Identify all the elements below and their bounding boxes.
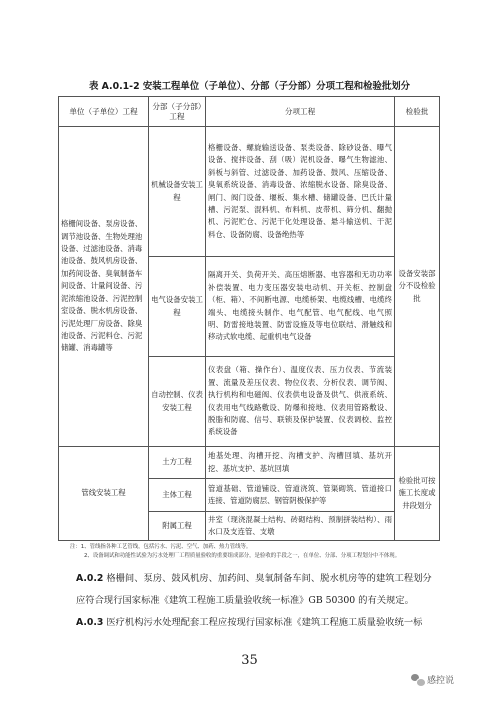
paragraph-text: 应符合现行国家标准《建筑工程施工质量验收统一标准》GB 50300 的有关规定。 <box>76 595 414 606</box>
division-cell: 主体工程 <box>149 479 206 512</box>
paragraph-a02-line1 <box>76 570 476 587</box>
batch-equipment-cell: 设备安装部分不设检验批 <box>395 127 440 447</box>
batch-pipeline-cell: 检验批可按施工长度或井段划分 <box>395 447 440 541</box>
header-division: 分部（子分部）工程 <box>149 97 206 127</box>
unit-pipeline-cell: 管线安装工程 <box>59 447 149 541</box>
items-cell: 井室（现浇混凝土结构、砖砌结构、预制拼装结构）、雨水口及支连管、支墩 <box>206 512 395 541</box>
table-note-1: 注：1、管线指各种工艺管线，包括污水、污泥、空气、加药、热力管线等。 <box>70 544 252 550</box>
header-items: 分项工程 <box>206 97 395 127</box>
items-cell: 隔离开关、负荷开关、高压熔断器、电容器和无功功率补偿装置、电力变压器安装电动机、开关柜、控制盘（柜、箱）、不间断电源、电缆桥架、电缆线槽、电缆终端头、电缆接头制作、电气配管、电气配线、电气照明、防雷接地装置、防雷设施及等电位联结、滑触线和移动式软电缆、起重机电气设备 <box>206 257 395 357</box>
division-cell: 电气设备安装工程 <box>149 257 206 357</box>
watermark <box>411 673 454 686</box>
items-cell: 地基处理、沟槽开挖、沟槽支护、沟槽回填、基坑开挖、基坑支护、基坑回填 <box>206 447 395 479</box>
division-table <box>58 96 440 541</box>
paragraph-text: 医疗机构污水处理配套工程应按现行国家标准《建筑工程施工质量验收统一标 <box>103 617 423 628</box>
table-row <box>59 127 440 257</box>
page-number: 35 <box>241 653 258 668</box>
division-cell: 土方工程 <box>149 447 206 479</box>
wechat-icon <box>411 674 424 685</box>
table-header-row <box>59 97 440 127</box>
table-title: 表 A.0.1-2 安装工程单位（子单位）、分部（子分部）分项工程和检验批划分 <box>88 81 411 92</box>
division-cell: 自动控制、仪表安装工程 <box>149 357 206 447</box>
division-cell: 机械设备安装工程 <box>149 127 206 257</box>
unit-equipment-cell: 格栅间设备、泵房设备、调节池设备、生物处理池设备、过滤池设备、消毒池设备、鼓风机房设备、加药间设备、臭氧制备车间设备、计量间设备、污泥浓缩池设备、污泥控制室设备、脱水机房设备、污泥处理厂房设备、除臭池设备、污泥料仓、污泥储罐、消毒罐等 <box>59 127 149 447</box>
clause-number: A.0.3 <box>76 617 104 628</box>
table-row <box>59 447 440 479</box>
paragraph-a02-line2 <box>76 592 476 609</box>
paragraph-a03-line1 <box>76 614 476 631</box>
header-unit: 单位（子单位）工程 <box>59 97 149 127</box>
watermark-text: 感控说 <box>427 676 455 686</box>
clause-number: A.0.2 <box>76 573 104 584</box>
items-cell: 管道基础、管道铺设、管道浇筑、管渠砌筑、管道接口连接、管道防腐层、钢管阴极保护等 <box>206 479 395 512</box>
table-note-2: 2、设备调试和功能性试验为污水处理厂工程质量验收的重要组成部分，是验收的手段之一，在单位、分部、分项工程划分中不体现。 <box>84 553 401 559</box>
header-batch: 检验批 <box>395 97 440 127</box>
items-cell: 仪表盘（箱、操作台）、温度仪表、压力仪表、节流装置、流量及差压仪表、物位仪表、分析仪表、调节阀、执行机构和电磁阀、仪表供电设备及供气、供液系统、仪表用电气线路敷设、防爆和接地、仪表用管路敷设、脱脂和防腐、信号、联锁及保护装置、仪表调校、监控系统设备 <box>206 357 395 447</box>
paragraph-text: 格栅间、泵房、鼓风机房、加药间、臭氧制备车间、脱水机房等的建筑工程划分 <box>103 573 432 584</box>
items-cell: 格栅设备、螺旋输送设备、泵类设备、除砂设备、曝气设备、搅拌设备、刮（吸）泥机设备、曝气生物滤池、斜板与斜管、过滤设备、加药设备、鼓风、压缩设备、臭氧系统设备、消毒设备、浓缩脱水设备、除臭设备、闸门、阀门设备、堰板、集水槽、储罐设备、巴氏计量槽、污泥泵、混料机、布料机、皮带机、筛分机、翻抛机、污泥贮仓、污泥干化处理设备、悬斗输送机、干泥料仓、设备防腐、设备绝热等 <box>206 127 395 257</box>
division-cell: 附属工程 <box>149 512 206 541</box>
